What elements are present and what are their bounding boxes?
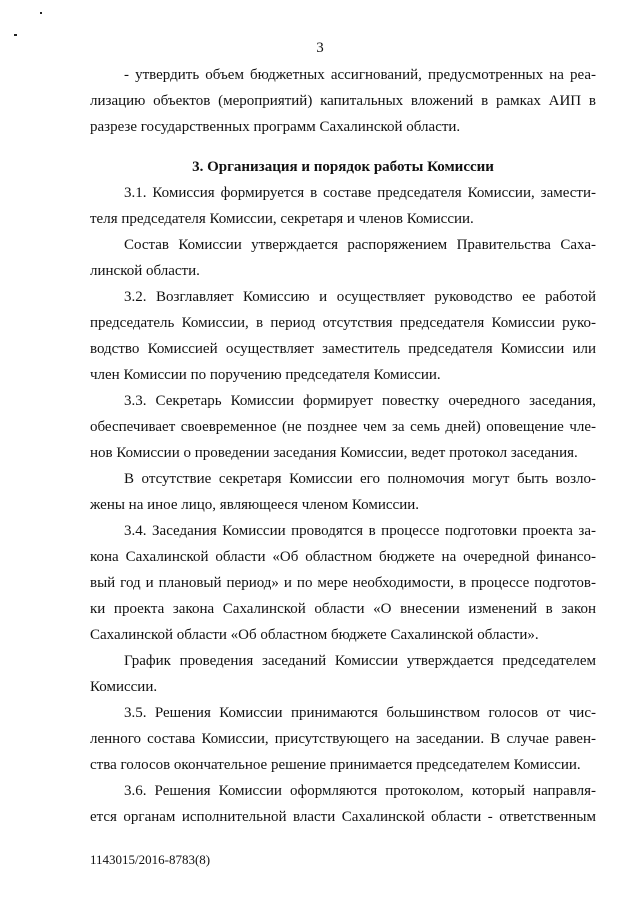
text-line: жены на иное лицо, являющееся членом Комиссии. — [90, 497, 420, 513]
text-line: График проведения заседаний Комиссии утверждается председателем — [124, 653, 596, 669]
text-line: линской области. — [90, 263, 200, 279]
text-line: 3.1. Комиссия формируется в составе председателя Комиссии, замести- — [124, 185, 596, 201]
text-line: Состав Комиссии утверждается распоряжением Правительства Саха- — [124, 237, 596, 253]
text-line: ется органам исполнительной власти Сахалинской области - ответственным — [90, 809, 596, 825]
text-line: 3.6. Решения Комиссии оформляются протоколом, который направля- — [124, 783, 596, 799]
text-line: кона Сахалинской области «Об областном бюджете на очередной финансо- — [90, 549, 596, 565]
text-line: В отсутствие секретаря Комиссии его полномочия могут быть возло- — [124, 471, 596, 487]
text-line: - утвердить объем бюджетных ассигнований, предусмотренных на реа- — [124, 67, 596, 83]
document-body — [90, 62, 596, 830]
text-line: член Комиссии по поручению председателя Комиссии. — [90, 367, 441, 383]
text-line: ленного состава Комиссии, присутствующего на заседании. В случае равен- — [90, 731, 596, 747]
text-line: 3.5. Решения Комиссии принимаются большинством голосов от чис- — [124, 705, 596, 721]
text-line: 3.3. Секретарь Комиссии формирует повестку очередного заседания, — [124, 393, 596, 409]
text-line: водство Комиссией осуществляет заместитель председателя Комиссии или — [90, 341, 596, 357]
text-line: председатель Комиссии, в период отсутствия председателя Комиссии руко- — [90, 315, 596, 331]
text-line: нов Комиссии о проведении заседания Комиссии, ведет протокол заседания. — [90, 445, 578, 461]
scan-speck-top — [40, 12, 42, 14]
text-line: Сахалинской области «Об областном бюджете Сахалинской области». — [90, 627, 539, 643]
scan-speck-left — [14, 34, 17, 36]
text-line: 3.4. Заседания Комиссии проводятся в процессе подготовки проекта за- — [124, 523, 596, 539]
text-line: 3.2. Возглавляет Комиссию и осуществляет руководство ее работой — [124, 289, 596, 305]
text-line: теля председателя Комиссии, секретаря и членов Комиссии. — [90, 211, 474, 227]
text-line: ки проекта закона Сахалинской области «О внесении изменений в закон — [90, 601, 596, 617]
document-code: 1143015/2016-8783(8) — [90, 852, 211, 867]
text-line: лизацию объектов (мероприятий) капитальных вложений в рамках АИП в — [90, 93, 596, 109]
section-heading: 3. Организация и порядок работы Комиссии — [192, 159, 494, 175]
text-line: Комиссии. — [90, 679, 158, 695]
text-line: вый год и плановый период» и по мере необходимости, в процессе подготов- — [90, 575, 596, 591]
text-line: разрезе государственных программ Сахалинской области. — [90, 119, 461, 135]
page-number: 3 — [316, 40, 324, 56]
text-line: обеспечивает своевременное (не позднее чем за семь дней) оповещение чле- — [90, 419, 596, 435]
text-line: ства голосов окончательное решение принимается председателем Комиссии. — [90, 757, 581, 773]
